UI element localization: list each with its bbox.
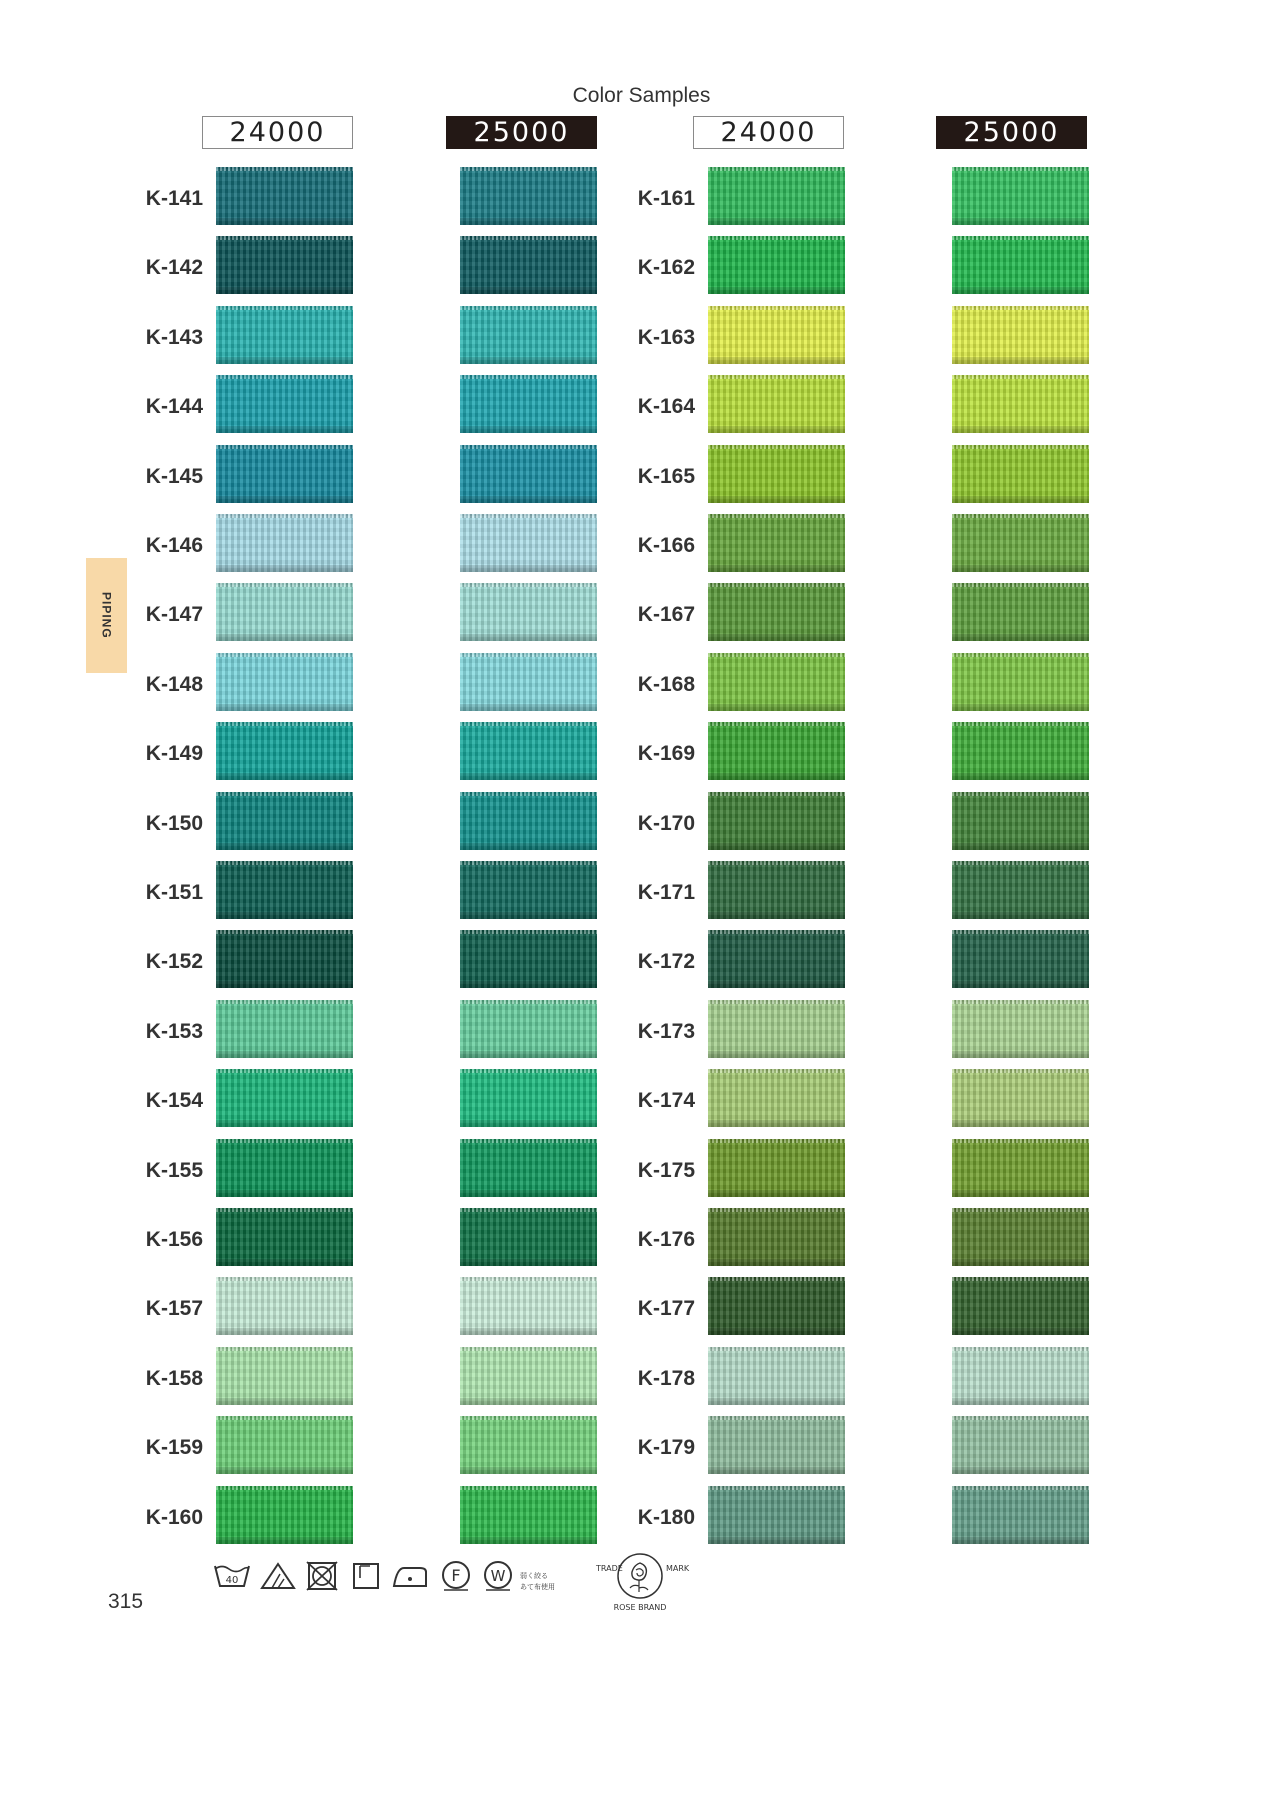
piping-swatch-24000 <box>216 514 353 572</box>
color-code-label: K-178 <box>637 1366 695 1390</box>
piping-swatch-25000 <box>952 167 1089 225</box>
column-header-24000-left: 24000 <box>202 116 353 149</box>
piping-swatch-24000 <box>708 1347 845 1405</box>
color-code-label: K-157 <box>145 1297 203 1321</box>
piping-swatch-24000 <box>708 167 845 225</box>
piping-swatch-24000 <box>708 792 845 850</box>
color-code-label: K-173 <box>637 1019 695 1043</box>
page-number: 315 <box>108 1590 144 1613</box>
color-code-label: K-180 <box>637 1505 695 1529</box>
color-code-label: K-169 <box>637 742 695 766</box>
color-code-label: K-142 <box>145 256 203 280</box>
piping-swatch-25000 <box>460 1486 597 1544</box>
piping-swatch-24000 <box>216 653 353 711</box>
column-header-25000-left: 25000 <box>446 116 597 149</box>
piping-swatch-25000 <box>460 167 597 225</box>
bleach-triangle-icon <box>258 1560 298 1592</box>
page-title: Color Samples <box>572 84 711 107</box>
piping-swatch-24000 <box>216 1277 353 1335</box>
care-note-line-1: 弱く絞る <box>520 1572 548 1580</box>
piping-swatch-25000 <box>460 1208 597 1266</box>
color-code-label: K-175 <box>637 1158 695 1182</box>
iron-low-icon <box>390 1560 430 1592</box>
line-dry-icon <box>346 1560 386 1592</box>
logo-text-mark: MARK <box>666 1564 690 1573</box>
piping-swatch-25000 <box>952 1000 1089 1058</box>
color-code-label: K-150 <box>145 811 203 835</box>
piping-swatch-24000 <box>216 792 353 850</box>
color-code-label: K-166 <box>637 534 695 557</box>
color-code-label: K-164 <box>637 395 695 419</box>
piping-swatch-25000 <box>460 1069 597 1127</box>
rose-brand-logo <box>582 1546 698 1616</box>
piping-swatch-25000 <box>952 236 1089 294</box>
section-tab-label: PIPING <box>99 592 114 639</box>
color-code-label: K-167 <box>637 603 695 627</box>
piping-swatch-24000 <box>216 722 353 780</box>
color-code-label: K-174 <box>637 1089 695 1113</box>
piping-swatch-24000 <box>216 583 353 641</box>
piping-swatch-24000 <box>216 1486 353 1544</box>
piping-swatch-24000 <box>216 930 353 988</box>
piping-swatch-24000 <box>708 1416 845 1474</box>
piping-swatch-24000 <box>708 1139 845 1197</box>
color-code-label: K-170 <box>637 811 695 835</box>
color-code-label: K-146 <box>145 534 203 557</box>
piping-swatch-25000 <box>460 1139 597 1197</box>
piping-swatch-25000 <box>952 930 1089 988</box>
wet-clean-w-icon <box>478 1560 518 1592</box>
color-code-label: K-149 <box>145 742 203 766</box>
piping-swatch-25000 <box>952 514 1089 572</box>
piping-swatch-24000 <box>216 236 353 294</box>
piping-swatch-25000 <box>952 445 1089 503</box>
piping-swatch-25000 <box>460 1000 597 1058</box>
color-code-label: K-141 <box>145 187 203 210</box>
piping-swatch-25000 <box>952 1277 1089 1335</box>
piping-swatch-25000 <box>952 792 1089 850</box>
color-code-label: K-147 <box>145 603 203 627</box>
color-code-label: K-148 <box>145 672 203 696</box>
care-note <box>520 1571 556 1593</box>
svg-text:40: 40 <box>225 1575 239 1586</box>
color-code-label: K-165 <box>637 464 695 488</box>
piping-swatch-24000 <box>708 375 845 433</box>
piping-swatch-24000 <box>216 861 353 919</box>
color-code-label: K-143 <box>145 325 203 349</box>
piping-swatch-24000 <box>708 583 845 641</box>
piping-swatch-25000 <box>952 1486 1089 1544</box>
piping-swatch-25000 <box>460 514 597 572</box>
piping-swatch-24000 <box>216 306 353 364</box>
svg-text:W: W <box>490 1567 506 1585</box>
piping-swatch-25000 <box>460 1347 597 1405</box>
column-header-25000-right: 25000 <box>936 116 1087 149</box>
piping-swatch-24000 <box>216 1416 353 1474</box>
piping-swatch-25000 <box>952 375 1089 433</box>
color-code-label: K-156 <box>145 1228 203 1251</box>
color-code-label: K-159 <box>145 1436 203 1460</box>
color-code-label: K-176 <box>637 1228 695 1251</box>
piping-swatch-24000 <box>216 1139 353 1197</box>
column-header-24000-right: 24000 <box>693 116 844 149</box>
piping-swatch-24000 <box>216 1000 353 1058</box>
piping-swatch-24000 <box>708 306 845 364</box>
piping-swatch-25000 <box>952 306 1089 364</box>
color-code-label: K-152 <box>145 950 203 974</box>
piping-swatch-25000 <box>952 1416 1089 1474</box>
color-code-label: K-171 <box>637 881 695 904</box>
piping-swatch-24000 <box>708 653 845 711</box>
piping-swatch-25000 <box>460 306 597 364</box>
piping-swatch-24000 <box>708 722 845 780</box>
piping-swatch-25000 <box>952 1208 1089 1266</box>
color-code-label: K-158 <box>145 1366 203 1390</box>
piping-swatch-24000 <box>216 167 353 225</box>
color-code-label: K-161 <box>637 187 695 210</box>
section-tab-piping <box>86 558 127 673</box>
piping-swatch-25000 <box>460 445 597 503</box>
piping-swatch-24000 <box>708 1486 845 1544</box>
piping-swatch-24000 <box>216 445 353 503</box>
piping-swatch-25000 <box>952 1347 1089 1405</box>
piping-swatch-25000 <box>952 583 1089 641</box>
piping-swatch-25000 <box>460 236 597 294</box>
piping-swatch-24000 <box>708 930 845 988</box>
color-code-label: K-160 <box>145 1505 203 1529</box>
color-code-label: K-172 <box>637 950 695 974</box>
piping-swatch-24000 <box>708 1208 845 1266</box>
color-code-label: K-153 <box>145 1019 203 1043</box>
piping-swatch-25000 <box>952 1069 1089 1127</box>
piping-swatch-25000 <box>460 722 597 780</box>
piping-swatch-25000 <box>460 375 597 433</box>
piping-swatch-24000 <box>708 861 845 919</box>
piping-swatch-25000 <box>460 792 597 850</box>
no-tumble-dry-icon <box>302 1560 342 1592</box>
piping-swatch-24000 <box>708 1000 845 1058</box>
color-code-label: K-168 <box>637 672 695 696</box>
care-note-line-2: あて布使用 <box>520 1583 555 1591</box>
svg-text:F: F <box>451 1566 461 1585</box>
piping-swatch-25000 <box>952 861 1089 919</box>
piping-swatch-24000 <box>708 445 845 503</box>
piping-swatch-25000 <box>952 653 1089 711</box>
piping-swatch-25000 <box>460 1416 597 1474</box>
piping-swatch-24000 <box>216 375 353 433</box>
piping-swatch-25000 <box>460 861 597 919</box>
dry-clean-f-icon <box>436 1560 476 1592</box>
color-code-label: K-151 <box>145 881 203 904</box>
piping-swatch-24000 <box>216 1347 353 1405</box>
color-code-label: K-179 <box>637 1436 695 1460</box>
logo-text-trade: TRADE <box>596 1564 623 1573</box>
color-code-label: K-145 <box>145 464 203 488</box>
piping-swatch-25000 <box>952 1139 1089 1197</box>
logo-text-rose-brand: ROSE BRAND <box>613 1603 667 1612</box>
piping-swatch-24000 <box>708 236 845 294</box>
wash-40-icon <box>212 1560 252 1592</box>
piping-swatch-24000 <box>708 514 845 572</box>
color-code-label: K-154 <box>145 1089 203 1113</box>
color-code-label: K-144 <box>145 395 203 419</box>
piping-swatch-25000 <box>460 930 597 988</box>
color-code-label: K-177 <box>637 1297 695 1321</box>
color-code-label: K-163 <box>637 325 695 349</box>
piping-swatch-25000 <box>460 653 597 711</box>
color-code-label: K-155 <box>145 1158 203 1182</box>
piping-swatch-25000 <box>952 722 1089 780</box>
color-code-label: K-162 <box>637 256 695 280</box>
piping-swatch-24000 <box>216 1069 353 1127</box>
piping-swatch-24000 <box>708 1069 845 1127</box>
piping-swatch-24000 <box>216 1208 353 1266</box>
piping-swatch-25000 <box>460 583 597 641</box>
piping-swatch-24000 <box>708 1277 845 1335</box>
piping-swatch-25000 <box>460 1277 597 1335</box>
